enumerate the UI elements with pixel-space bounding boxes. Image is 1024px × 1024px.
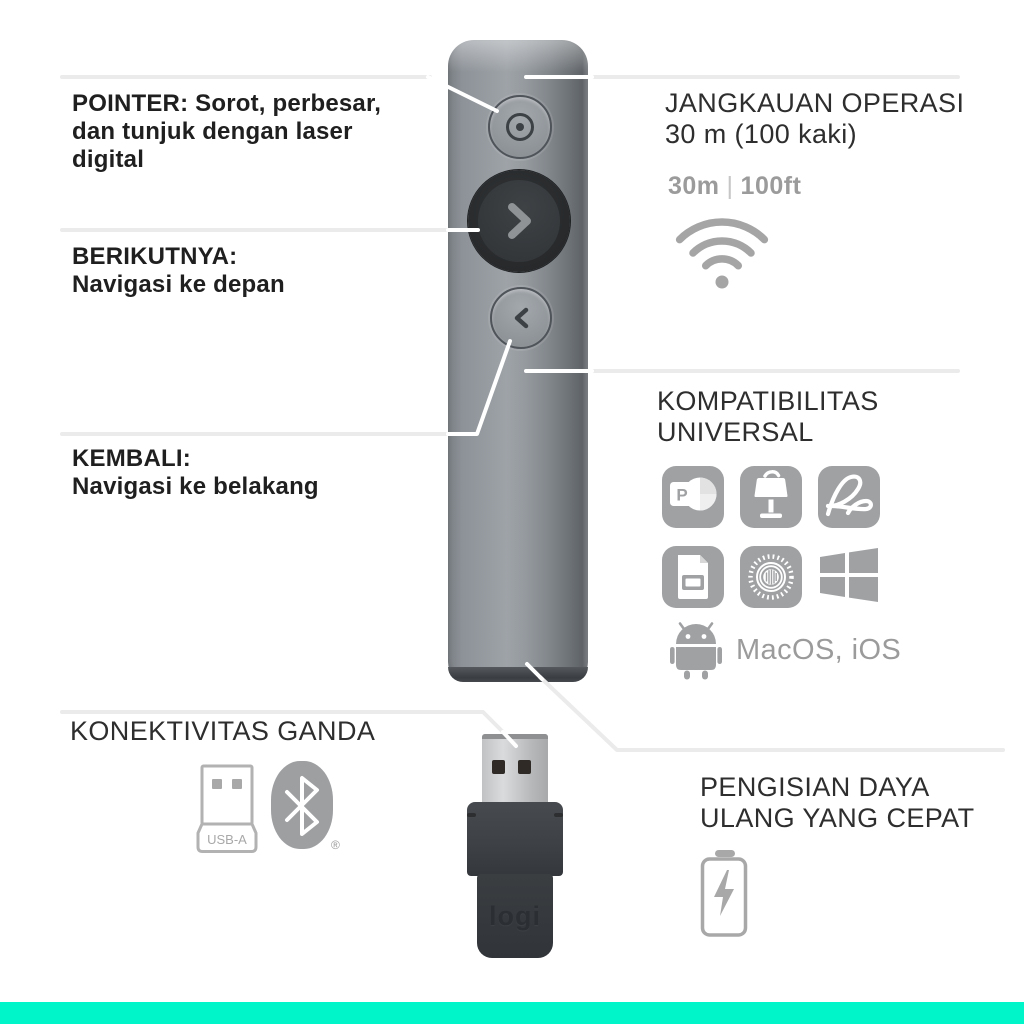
charging-heading-line: PENGISIAN DAYA: [700, 772, 930, 802]
pointer-annotation-line: digital: [72, 146, 145, 173]
dongle-body: [477, 874, 553, 958]
keynote-icon: [740, 466, 802, 528]
charging-heading-line: ULANG YANG CEPAT: [700, 803, 975, 833]
accent-bar: [0, 1002, 1024, 1024]
usb-contact-slot: [518, 760, 531, 774]
back-annotation-line: Navigasi ke belakang: [72, 473, 319, 500]
usb-a-label: USB-A: [207, 832, 247, 847]
chevron-left-icon: [511, 306, 531, 330]
back-button: [490, 287, 552, 349]
dongle-notch: [467, 813, 476, 817]
powerpoint-letter: P: [676, 485, 688, 505]
next-annotation: [72, 243, 285, 299]
compatibility-heading: KOMPATIBILITAS UNIVERSAL: [657, 386, 879, 447]
windows-icon: [818, 544, 880, 606]
range-meters: 30m: [668, 172, 720, 200]
dongle-collar: [467, 802, 563, 876]
range-feet: 100ft: [740, 172, 802, 200]
range-heading-line: 30 m (100 kaki): [665, 119, 858, 149]
remote-bottom-edge: [448, 667, 588, 682]
chevron-right-icon: [502, 202, 536, 240]
battery-charging-icon: [700, 850, 750, 938]
usb-contact-slot: [492, 760, 505, 774]
adobe-acrobat-icon: [818, 466, 880, 528]
charging-heading: [700, 772, 974, 834]
next-annotation-line: BERIKUTNYA:: [72, 243, 238, 270]
back-annotation-line: KEMBALI:: [72, 445, 191, 472]
range-badge: [668, 172, 801, 201]
usb-plug: [482, 734, 548, 804]
bluetooth-icon: [269, 760, 335, 852]
connectivity-heading: KONEKTIVITAS GANDA: [70, 716, 376, 746]
range-heading-line: JANGKAUAN OPERASI: [665, 88, 965, 118]
prezi-icon: [740, 546, 802, 608]
google-slides-icon: [662, 546, 724, 608]
laser-target-icon: [506, 113, 534, 141]
os-compatibility-text: MacOS, iOS: [736, 634, 902, 666]
logi-logo: logi: [489, 900, 541, 931]
pointer-annotation: [72, 90, 381, 174]
usb-plug-lip: [482, 734, 548, 739]
presentation-remote: [448, 40, 588, 682]
range-separator: |: [726, 172, 734, 200]
usb-a-receiver-icon: [196, 764, 258, 856]
range-heading: [665, 88, 964, 150]
powerpoint-icon: [662, 466, 724, 528]
next-button-surface: [478, 180, 560, 262]
pointer-button: [488, 95, 552, 159]
back-annotation: [72, 445, 319, 501]
pointer-annotation-line: POINTER: Sorot, perbesar,: [72, 90, 382, 117]
dongle-notch: [554, 813, 563, 817]
bluetooth-registered-mark: ®: [331, 838, 340, 852]
wifi-signal-icon: [666, 203, 778, 291]
next-annotation-line: Navigasi ke depan: [72, 271, 285, 298]
android-icon: [670, 622, 722, 680]
pointer-annotation-line: dan tunjuk dengan laser: [72, 118, 353, 145]
next-button: [468, 170, 570, 272]
